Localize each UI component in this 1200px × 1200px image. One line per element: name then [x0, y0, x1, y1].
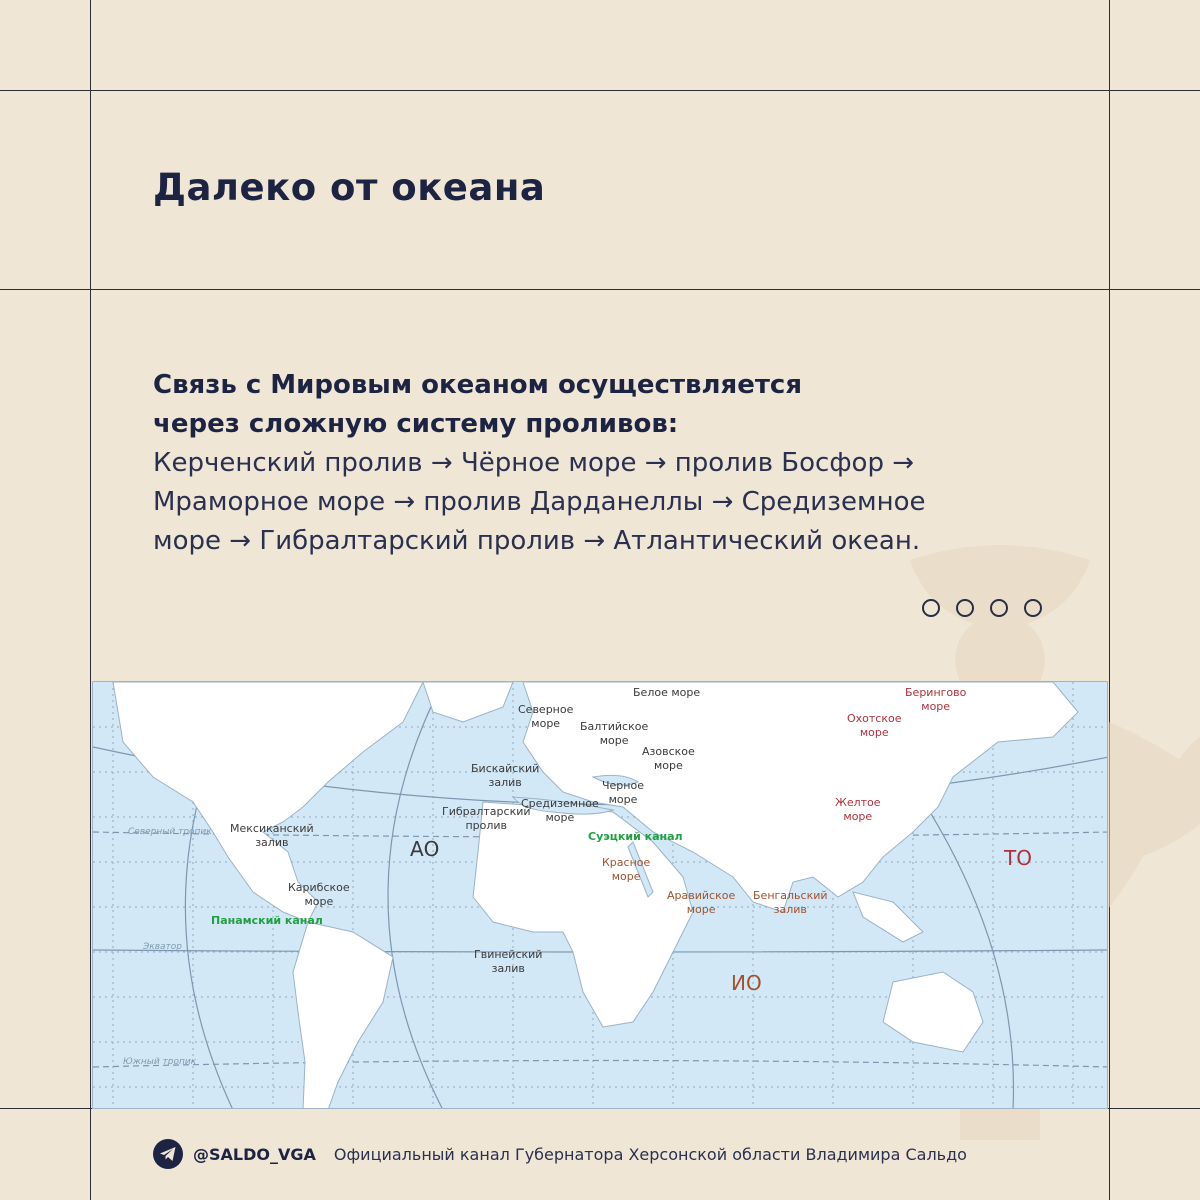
map-label-southern-tropic: Южный тропик — [123, 1057, 197, 1067]
route-line-2: Мраморное море → пролив Дарданеллы → Средиземное — [153, 487, 926, 517]
map-label-north-sea: Северное море — [518, 703, 574, 730]
page-title: Далеко от океана — [153, 166, 546, 209]
frame-line-left — [90, 0, 91, 1200]
map-label-arabian-sea: Аравийское море — [667, 889, 736, 916]
pagination-dot[interactable] — [1024, 599, 1042, 617]
map-label-guinea-bay: Гвинейский залив — [474, 948, 543, 975]
pagination-dot[interactable] — [990, 599, 1008, 617]
map-label-okhotsk-sea: Охотское море — [847, 712, 902, 739]
map-label-caribbean-sea: Карибское море — [288, 881, 350, 908]
map-label-yellow-sea: Желтое море — [835, 796, 881, 823]
pagination-dot[interactable] — [956, 599, 974, 617]
pagination-dots — [922, 599, 1042, 617]
frame-line-top — [0, 90, 1200, 91]
map-label-indian-ocean: ИО — [731, 971, 762, 995]
map-label-white-sea: Белое море — [633, 686, 701, 699]
map-label-mexico-gulf: Мексиканский залив — [230, 822, 314, 849]
frame-line-title-bottom — [0, 289, 1200, 290]
map-label-biscay-bay: Бискайский залив — [471, 762, 540, 789]
map-label-panama-canal: Панамский канал — [211, 914, 323, 927]
map-label-suez-canal: Суэцкий канал — [588, 830, 683, 843]
footer — [153, 1139, 967, 1169]
map-label-red-sea: Красное море — [602, 856, 651, 883]
map-label-bering-sea: Берингово море — [905, 686, 967, 713]
route-line-3: море → Гибралтарский пролив → Атлантический океан. — [153, 526, 921, 556]
map-label-northern-tropic: Северный тропик — [128, 827, 212, 837]
map-label-atlantic-ocean: АО — [410, 837, 440, 861]
lead-line-2: через сложную систему проливов: — [153, 409, 679, 439]
channel-description: Официальный канал Губернатора Херсонской области Владимира Сальдо — [333, 1144, 967, 1164]
map-label-gibraltar: Гибралтарский пролив — [442, 805, 531, 832]
world-map — [92, 681, 1108, 1109]
map-label-pacific-ocean: ТО — [1004, 846, 1032, 870]
telegram-plane-icon — [159, 1146, 177, 1162]
map-label-mediterranean-sea: Средиземное море — [521, 797, 599, 824]
map-label-equator: Экватор — [143, 942, 183, 952]
map-label-bengal-bay: Бенгальский залив — [753, 889, 828, 916]
body-text — [153, 366, 1053, 561]
map-label-azov-sea: Азовское море — [642, 745, 695, 772]
telegram-icon[interactable] — [153, 1139, 183, 1169]
pagination-dot[interactable] — [922, 599, 940, 617]
map-label-baltic-sea: Балтийское море — [580, 720, 649, 747]
lead-line-1: Связь с Мировым океаном осуществляется — [153, 370, 803, 400]
map-label-black-sea: Черное море — [602, 779, 644, 806]
route-line-1: Керченский пролив → Чёрное море → пролив Босфор → — [153, 448, 915, 478]
channel-handle[interactable]: @SALDO_VGA — [193, 1144, 316, 1164]
